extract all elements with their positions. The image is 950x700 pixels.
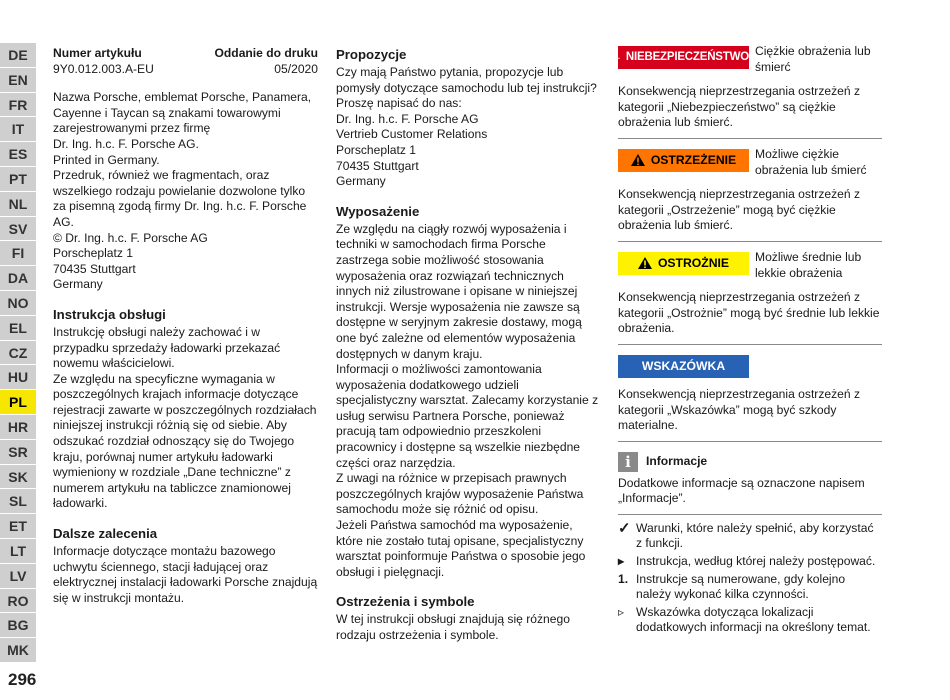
arrow-right-icon: ▸ bbox=[618, 554, 625, 569]
article-number-value: 9Y0.012.003.A-EU bbox=[53, 61, 154, 76]
language-tab-hu[interactable]: HU bbox=[0, 365, 36, 390]
danger-text: Konsekwencją nieprzestrzegania ostrzeżeń z kategorii „Niebezpieczeństwo” są ciężkie obrażenia lub śmierć. bbox=[618, 84, 861, 130]
further-paragraph: Informacje dotyczące montażu bazowego uchwytu ściennego, stacji ładującej oraz elektrycznej instalacji ładowarki Porsche znajdują się w instrukcji montażu. bbox=[53, 544, 318, 605]
language-tab-it[interactable]: IT bbox=[0, 117, 36, 142]
proposals-line: Germany bbox=[336, 174, 386, 189]
language-tab-sl[interactable]: SL bbox=[0, 489, 36, 514]
warning-badge bbox=[618, 149, 749, 172]
warning-triangle-icon bbox=[638, 257, 652, 269]
caution-desc: Możliwe średnie lub lekkie obrażenia bbox=[755, 249, 862, 280]
language-tabs bbox=[0, 43, 36, 663]
equipment-heading: Wyposażenie bbox=[336, 203, 420, 219]
danger-label: NIEBEZPIECZEŃSTWO bbox=[625, 50, 749, 63]
language-tab-cz[interactable]: CZ bbox=[0, 341, 36, 366]
print-date-value: 05/2020 bbox=[274, 61, 318, 76]
legend-text: Instrukcja, według której należy postępować. bbox=[636, 554, 876, 569]
legend-item bbox=[618, 605, 882, 636]
legend-item bbox=[618, 572, 882, 603]
language-tab-en[interactable]: EN bbox=[0, 68, 36, 93]
notice-text: Konsekwencją nieprzestrzegania ostrzeżeń z kategorii „Wskazówka” mogą być szkody materialne. bbox=[618, 386, 861, 433]
warnings-heading: Ostrzeżenia i symbole bbox=[336, 594, 475, 610]
danger-row bbox=[618, 46, 882, 75]
divider bbox=[618, 241, 882, 242]
legal-line: 70435 Stuttgart bbox=[53, 261, 136, 276]
language-tab-es[interactable]: ES bbox=[0, 142, 36, 167]
legend-text: Warunki, które należy spełnić, aby korzystać z funkcji. bbox=[636, 520, 874, 551]
legend-text: Wskazówka dotycząca lokalizacji dodatkowych informacji na określony temat. bbox=[636, 604, 871, 635]
arrow-outline-right-icon: ▹ bbox=[618, 604, 625, 619]
legal-line: Przedruk, również we fragmentach, oraz wszelkiego rodzaju powielanie dozwolone tylko za pisemną zgodą firmy Dr. Ing. h.c. F. Porsche AG. bbox=[53, 168, 307, 229]
legal-line: Nazwa Porsche, emblemat Porsche, Panamera, Cayenne i Taycan są znakami towarowymi zarejestrowanymi przez firmę bbox=[53, 90, 312, 136]
legal-line: Germany bbox=[53, 277, 103, 292]
meta-values bbox=[53, 62, 318, 78]
language-tab-sk[interactable]: SK bbox=[0, 465, 36, 490]
caution-badge bbox=[618, 252, 749, 275]
step-number: 1. bbox=[618, 571, 629, 586]
language-tab-lv[interactable]: LV bbox=[0, 564, 36, 589]
proposals-heading: Propozycje bbox=[336, 47, 407, 62]
warning-row bbox=[618, 146, 882, 178]
warning-label: OSTRZEŻENIE bbox=[650, 152, 737, 167]
check-icon: ✓ bbox=[618, 519, 631, 537]
warnings-paragraph: W tej instrukcji obsługi znajdują się różnego rodzaju ostrzeżenia i symbole. bbox=[336, 612, 570, 642]
page-number: 296 bbox=[8, 670, 37, 689]
divider bbox=[618, 138, 882, 139]
legal-line: Dr. Ing. h.c. F. Porsche AG. bbox=[53, 136, 199, 151]
language-tab-nl[interactable]: NL bbox=[0, 192, 36, 217]
legend-item bbox=[618, 521, 882, 552]
legal-line: © Dr. Ing. h.c. F. Porsche AG bbox=[53, 230, 208, 245]
danger-badge bbox=[618, 46, 749, 69]
language-tab-sr[interactable]: SR bbox=[0, 440, 36, 465]
language-tab-hr[interactable]: HR bbox=[0, 415, 36, 440]
legend-text: Instrukcje są numerowane, gdy kolejno należy wykonać kilka czynności. bbox=[636, 571, 846, 602]
print-date-label: Oddanie do druku bbox=[214, 46, 318, 60]
language-tab-lt[interactable]: LT bbox=[0, 539, 36, 564]
danger-desc: Ciężkie obrażenia lub śmierć bbox=[755, 44, 871, 74]
language-tab-no[interactable]: NO bbox=[0, 291, 36, 316]
equipment-paragraph: Z uwagi na różnice w przepisach prawnych poszczególnych krajów wyposażenie Państwa samochodu może się różnić od opisu. bbox=[336, 471, 584, 517]
language-tab-mk[interactable]: MK bbox=[0, 638, 36, 663]
divider bbox=[618, 344, 882, 345]
legal-line: Printed in Germany. bbox=[53, 152, 160, 167]
notice-badge bbox=[618, 355, 749, 378]
proposals-line: Czy mają Państwo pytania, propozycje lub pomysły dotyczące samochodu lub tej instrukcji? bbox=[336, 65, 597, 95]
meta-labels bbox=[53, 46, 318, 62]
caution-text: Konsekwencją nieprzestrzegania ostrzeżeń z kategorii „Ostrożnie” mogą być średnie lub lekkie obrażenia. bbox=[618, 290, 880, 336]
language-tab-fi[interactable]: FI bbox=[0, 241, 36, 266]
notice-label: WSKAZÓWKA bbox=[641, 358, 726, 373]
column-imprint bbox=[53, 46, 318, 606]
proposals-line: Proszę napisać do nas: bbox=[336, 96, 462, 111]
warning-desc: Możliwe ciężkie obrażenia lub śmierć bbox=[755, 146, 867, 177]
column-proposals bbox=[336, 46, 601, 644]
proposals-line: 70435 Stuttgart bbox=[336, 158, 419, 173]
warning-triangle-icon bbox=[631, 154, 645, 166]
manual-paragraph: Ze względu na specyficzne wymagania w poszczególnych krajach informacje dotyczące rejestracji zawarte w poszczególnych rozdziałach niniejszej instrukcji różnią się od siebie. Aby odszukać rozdział odnoszący się do Twojego kraju, porównaj numer artykułu ładowarki wymieniony w rozdziale „Dane techniczne” z numerem artykułu na tabliczce znamionowej ładowarki. bbox=[53, 371, 317, 511]
proposals-line: Vertrieb Customer Relations bbox=[336, 127, 488, 142]
warning-text: Konsekwencją nieprzestrzegania ostrzeżeń z kategorii „Ostrzeżenie” mogą być ciężkie obrażenia lub śmierć. bbox=[618, 187, 861, 233]
info-row bbox=[618, 452, 882, 472]
column-symbols bbox=[618, 46, 882, 636]
language-tab-fr[interactable]: FR bbox=[0, 93, 36, 118]
equipment-paragraph: Ze względu na ciągły rozwój wyposażenia i techniki w samochodach firma Porsche zastrzega sobie możliwość stosowania wyposażenia oraz rozwiązań technicznych innych niż zilustrowane i opisane w niniejszej instrukcji. Wersje wyposażenia nie zawsze są dostępne w seryjnym zakresie dostawy, mogą one być zależne od elementów wyposażenia dostępnych w danym kraju. bbox=[336, 221, 582, 361]
language-tab-da[interactable]: DA bbox=[0, 266, 36, 291]
language-tab-sv[interactable]: SV bbox=[0, 217, 36, 242]
caution-label: OSTROŻNIE bbox=[657, 255, 730, 270]
divider bbox=[618, 514, 882, 515]
equipment-paragraph: Jeżeli Państwa samochód ma wyposażenie, które nie zostało tutaj opisane, specjalistyczny warsztat poinformuje Państwa o sposobie jego obsługi i pielęgnacji. bbox=[336, 518, 586, 579]
language-tab-ro[interactable]: RO bbox=[0, 589, 36, 614]
manual-paragraph: Instrukcję obsługi należy zachować i w przypadku sprzedaży ładowarki przekazać nowemu właścicielowi. bbox=[53, 324, 281, 371]
caution-row bbox=[618, 249, 882, 281]
language-tab-pt[interactable]: PT bbox=[0, 167, 36, 192]
language-tab-pl[interactable]: PL bbox=[0, 390, 36, 415]
language-tab-et[interactable]: ET bbox=[0, 514, 36, 539]
legal-line: Porscheplatz 1 bbox=[53, 246, 133, 261]
proposals-line: Porscheplatz 1 bbox=[336, 142, 416, 157]
info-icon: i bbox=[618, 452, 638, 472]
language-tab-bg[interactable]: BG bbox=[0, 613, 36, 638]
divider bbox=[618, 441, 882, 442]
further-heading: Dalsze zalecenia bbox=[53, 526, 158, 542]
equipment-paragraph: Informacji o możliwości zamontowania wyposażenia dodatkowego udzieli specjalistyczny warsztat. Zalecamy korzystanie z usług serwisu Partnera Porsche, ponieważ pracują tam odpowiednio przeszkoleni pracownicy i dostępne są wszelkie niezbędne części oraz narzędzia. bbox=[336, 362, 599, 470]
info-text: Dodatkowe informacje są oznaczone napisem „Informacje”. bbox=[618, 475, 865, 506]
warning-triangle-icon bbox=[618, 52, 620, 64]
article-number-label: Numer artykułu bbox=[53, 46, 142, 60]
proposals-line: Dr. Ing. h.c. F. Porsche AG bbox=[336, 111, 479, 126]
language-tab-el[interactable]: EL bbox=[0, 316, 36, 341]
language-tab-de[interactable]: DE bbox=[0, 43, 36, 68]
manual-heading: Instrukcja obsługi bbox=[53, 306, 166, 322]
legend-item bbox=[618, 554, 882, 570]
info-label: Informacje bbox=[646, 453, 708, 468]
